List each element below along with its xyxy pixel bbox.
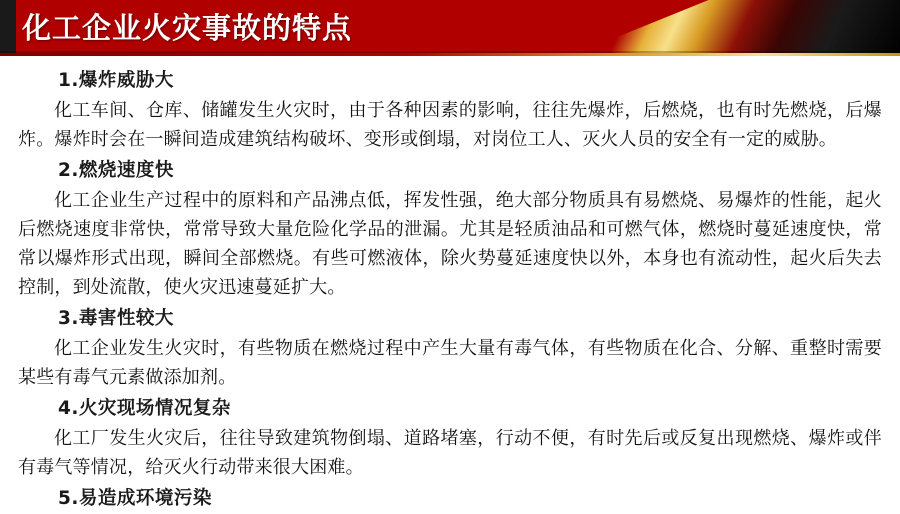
- section-heading-3: 3.毒害性较大: [58, 308, 174, 329]
- title-banner: [0, 0, 900, 56]
- section-body-3: 化工企业发生火灾时，有些物质在燃烧过程中产生大量有毒气体，有些物质在化合、分解、重整时需要某些有毒气元素做添加剂。: [18, 338, 882, 388]
- page-title: 化工企业火灾事故的特点: [22, 11, 353, 45]
- section-body-2: 化工企业生产过程中的原料和产品沸点低，挥发性强，绝大部分物质具有易燃烧、易爆炸的性能，起火后燃烧速度非常快，常常导致大量危险化学品的泄漏。尤其是轻质油品和可燃气体，燃烧时蔓延速度快，常常以爆炸形式出现，瞬间全部燃烧。有些可燃液体，除火势蔓延速度快以外，本身也有流动性，起火后失去控制，到处流散，使火灾迅速蔓延扩大。: [18, 190, 882, 298]
- section-heading-2: 2.燃烧速度快: [58, 160, 174, 181]
- section-heading-4: 4.火灾现场情况复杂: [58, 398, 231, 419]
- banner-gold-swoosh: [570, 0, 900, 56]
- section-heading-5: 5.易造成环境污染: [58, 488, 212, 509]
- section-body-4: 化工厂发生火灾后，往往导致建筑物倒塌、道路堵塞，行动不便，有时先后或反复出现燃烧、爆炸或伴有毒气等情况，给灭火行动带来很大困难。: [18, 428, 882, 478]
- section-heading-1: 1.爆炸威胁大: [58, 70, 174, 91]
- section-body-1: 化工车间、仓库、储罐发生火灾时，由于各种因素的影响，往往先爆炸，后燃烧，也有时先燃烧，后爆炸。爆炸时会在一瞬间造成建筑结构破坏、变形或倒塌，对岗位工人、灭火人员的安全有一定的威胁。: [18, 100, 882, 150]
- banner-left-accent: [0, 0, 16, 56]
- slide-body: [0, 56, 900, 509]
